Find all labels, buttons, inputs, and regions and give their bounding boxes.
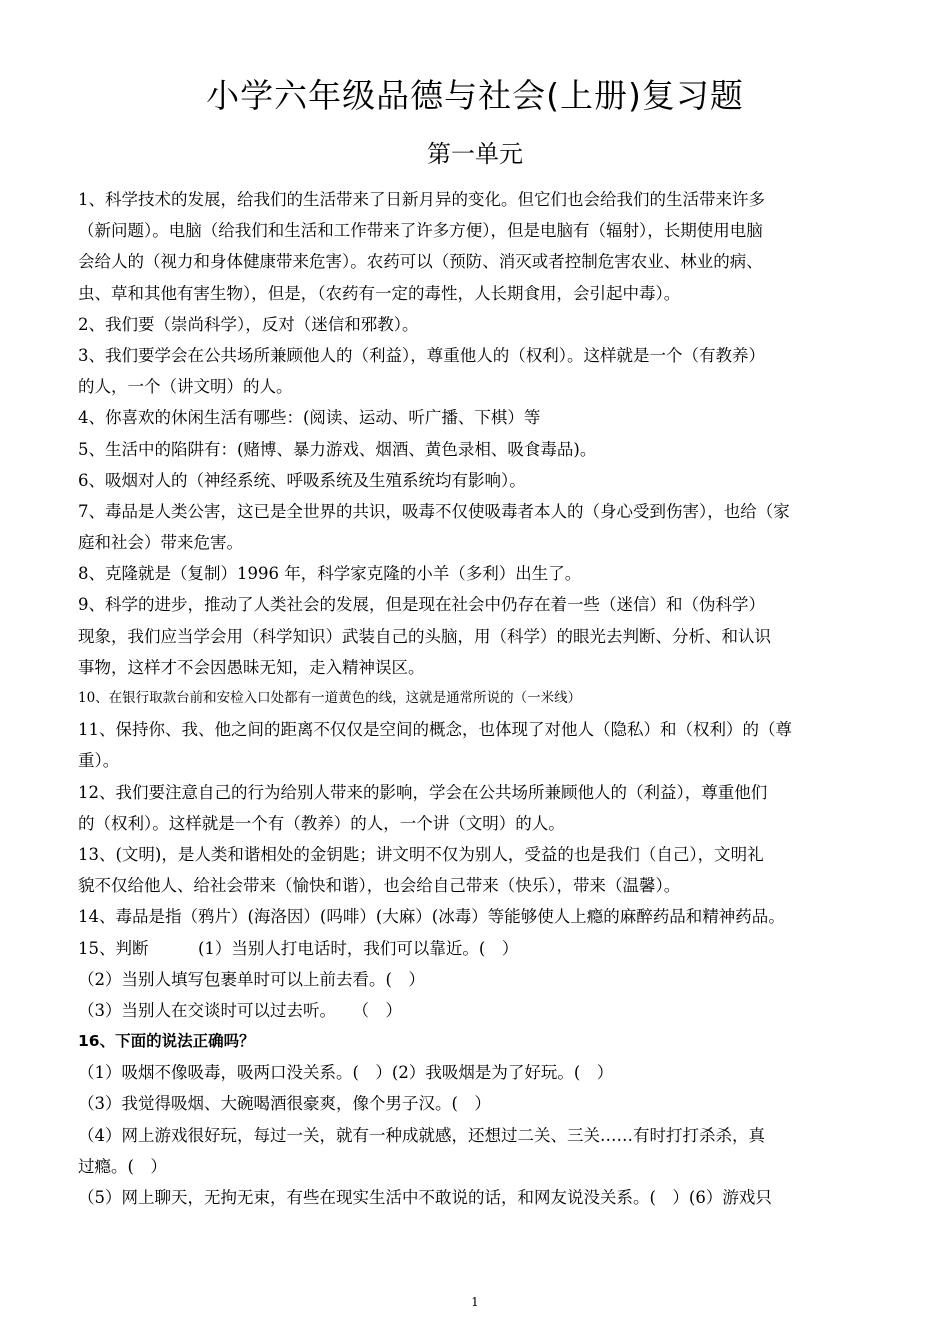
text-line: 6、吸烟对人的（神经系统、呼吸系统及生殖系统均有影响）。 [78, 470, 526, 490]
text-line: 过瘾。( ） [78, 1156, 167, 1176]
document-title: 小学六年级品德与社会(上册)复习题 [206, 76, 744, 115]
text-line: 2、我们要（崇尚科学），反对（迷信和邪教）。 [78, 314, 419, 334]
section-heading: 16、下面的说法正确吗？ [78, 1032, 255, 1051]
text-line: 1、科学技术的发展，给我们的生活带来了日新月异的变化。但它们也会给我们的生活带来许多 [78, 190, 765, 209]
text-line: 11、保持你、我、他之间的距离不仅仅是空间的概念，也体现了对他人（隐私）和（权利）的（尊 [78, 720, 792, 740]
text-line: 12、我们要注意自己的行为给别人带来的影响，学会在公共场所兼顾他人的（利益），尊重他们 [78, 782, 768, 802]
text-line: 13、(文明)，是人类和谐相处的金钥匙；讲文明不仅为别人，受益的也是我们（自己），文明礼 [78, 844, 764, 864]
text-line: （2）当别人填写包裹单时可以上前去看。( ） [78, 969, 425, 989]
text-line: 7、毒品是人类公害，这已是全世界的共识，吸毒不仅使吸毒者本人的（身心受到伤害），也给（家 [78, 501, 790, 521]
page-number: 1 [471, 1295, 479, 1309]
text-line: 15、判断 (1）当别人打电话时，我们可以靠近。( ） [78, 938, 519, 958]
text-line: 10、在银行取款台前和安检入口处都有一道黄色的线，这就是通常所说的（一米线） [78, 690, 582, 706]
unit-heading: 第一单元 [427, 140, 523, 168]
text-line: （1）吸烟不像吸毒，吸两口没关系。( ）(2）我吸烟是为了好玩。( ） [78, 1063, 614, 1083]
text-line: （4）网上游戏很好玩，每过一关，就有一种成就感，还想过二关、三关……有时打打杀杀，真 [78, 1125, 765, 1145]
text-line: （5）网上聊天，无拘无束，有些在现实生活中不敢说的话，和网友说没关系。( ）(6）游戏只 [78, 1188, 772, 1207]
text-line: 的人，一个（讲文明）的人。 [78, 377, 293, 397]
text-line: 8、克隆就是（复制）1996 年，科学家克隆的小羊（多利）出生了。 [78, 564, 582, 584]
text-line: 事物，这样才不会因愚昧无知，走入精神误区。 [78, 657, 425, 677]
text-line: 的（权利）。这样就是一个有（教养）的人，一个讲（文明）的人。 [78, 813, 565, 833]
text-line: 4、你喜欢的休闲生活有哪些：(阅读、运动、听广播、下棋）等 [78, 408, 541, 428]
text-line: （3）我觉得吸烟、大碗喝酒很豪爽，像个男子汉。( ） [78, 1094, 491, 1114]
text-line: 庭和社会）带来危害。 [78, 533, 243, 553]
text-line: 重）。 [78, 751, 120, 771]
text-line: （3）当别人在交谈时可以过去听。 （ ） [78, 1000, 402, 1020]
text-line: 9、科学的进步，推动了人类社会的发展，但是现在社会中仍存在着一些（迷信）和（伪科学） [78, 595, 765, 615]
text-line: 14、毒品是指（鸦片）(海洛因）(吗啡）(大麻）(冰毒）等能够使人上瘾的麻醉药品和精神药品。 [78, 907, 785, 927]
text-line: 3、我们要学会在公共场所兼顾他人的（利益），尊重他人的（权利）。这样就是一个（有教养） [78, 345, 765, 365]
text-line: 虫、草和其他有害生物），但是，（农药有一定的毒性，人长期食用，会引起中毒）。 [78, 283, 681, 303]
text-line: 会给人的（视力和身体健康带来危害）。农药可以（预防、消灭或者控制危害农业、林业的病、 [78, 252, 763, 272]
text-line: 5、生活中的陷阱有：(赌博、暴力游戏、烟酒、黄色录相、吸食毒品)。 [78, 439, 597, 459]
text-line: （新问题）。电脑（给我们和生活和工作带来了许多方便），但是电脑有（辐射），长期使用电脑 [78, 221, 763, 241]
text-line: 现象，我们应当学会用（科学知识）武装自己的头脑，用（科学）的眼光去判断、分析、和认识 [78, 626, 771, 646]
text-line: 貌不仅给他人、给社会带来（愉快和谐），也会给自己带来（快乐），带来（温馨）。 [78, 876, 681, 896]
document-body [78, 184, 878, 1213]
